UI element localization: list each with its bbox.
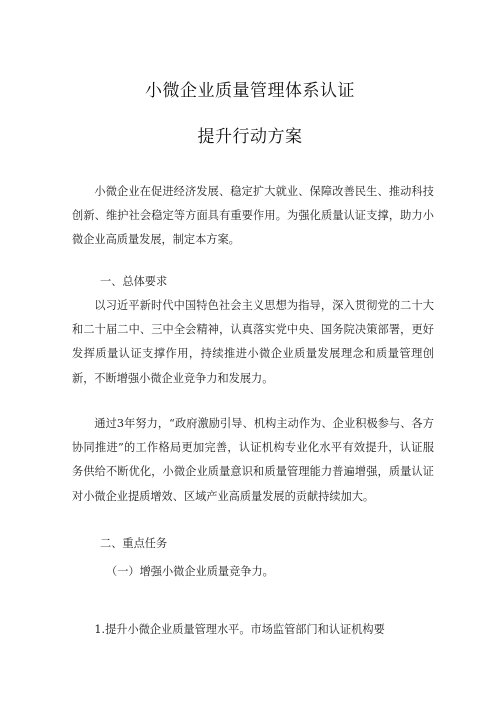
document-title-line-1: 小微企业质量管理体系认证: [145, 81, 355, 101]
section-1-paragraph-1: 以习近平新时代中国特色社会主义思想为指导，深入贯彻党的二十大和二十届二中、三中全会精神，认真落实党中央、国务院决策部署，更好发挥质量认证支撑作用，持续推进小微企业质量发展理念和质量管理创新，不断增强小微企业竞争力和发展力。: [72, 299, 434, 385]
item-1-paragraph: 1.提升小微企业质量管理水平。市场监管部门和认证机构要: [94, 623, 385, 636]
section-2-heading: 二、重点任务: [100, 537, 168, 550]
section-1-paragraph-2: 通过3年努力，“政府激励引导、机构主动作为、企业积极参与、各方协同推进”的工作格局更加完善，认证机构专业化水平有效提升，认证服务供给不断优化，小微企业质量意识和质量管理能力普遍增强，质量认证对小微企业提质增效、区域产业高质量发展的贡献持续加大。: [72, 417, 434, 503]
subsection-1-heading: （一）增强小微企业质量竞争力。: [106, 565, 274, 578]
document-title-line-2: 提升行动方案: [197, 127, 303, 147]
intro-paragraph: 小微企业在促进经济发展、稳定扩大就业、保障改善民生、推动科技创新、维护社会稳定等方面具有重要作用。为强化质量认证支撑，助力小微企业高质量发展，制定本方案。: [72, 185, 434, 247]
section-1-heading: 一、总体要求: [100, 275, 168, 288]
